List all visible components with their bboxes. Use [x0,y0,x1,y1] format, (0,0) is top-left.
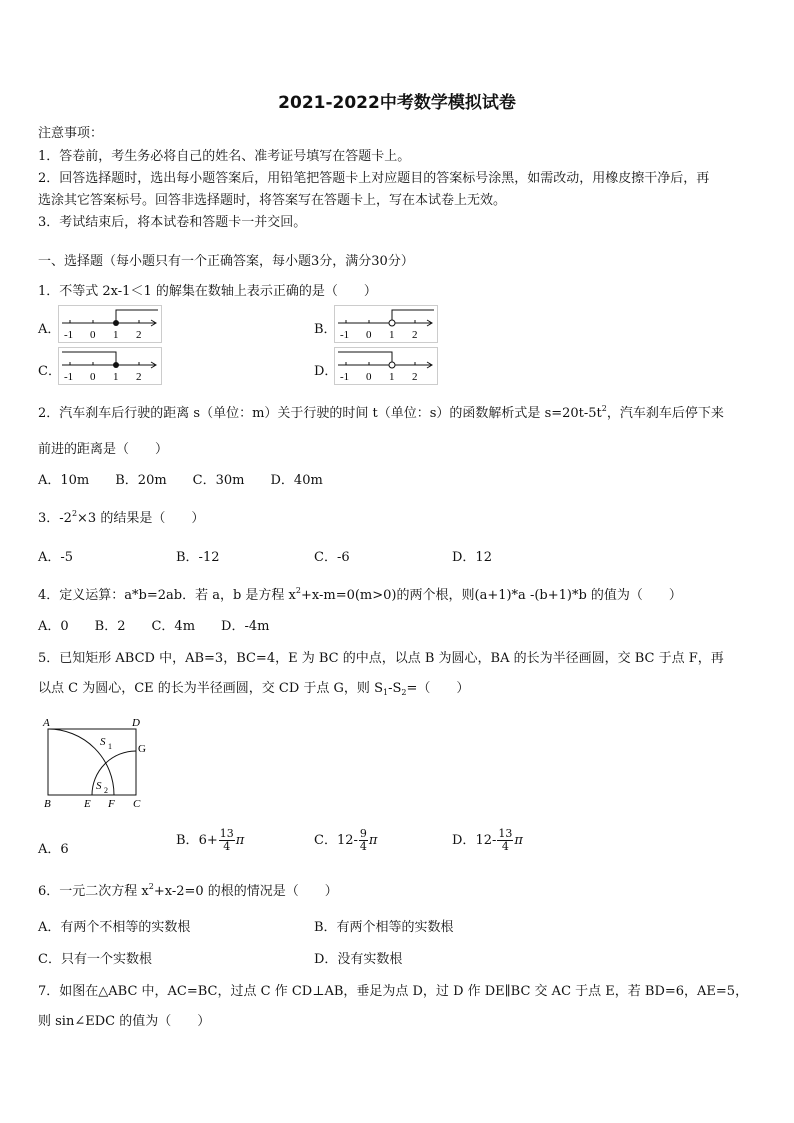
q5-stem-line1: 5．已知矩形 ABCD 中，AB=3，BC=4，E 为 BC 的中点，以点 B 为圆心，BA 的长为半径画圆，交 BC 于点 F，再 [38,651,724,666]
label-f: F [108,798,115,810]
q2-stem [38,402,724,421]
tick-label: -1 [64,371,74,383]
q5-stem2-sub1: 1 [382,688,389,697]
label-s2: S [96,780,102,792]
label-s1: S [100,736,106,748]
q3-stem-sup: 2 [71,509,78,518]
tick-label: 0 [90,371,96,383]
q2-stem-cont: 前进的距离是（ ） [38,442,169,457]
label-c: C [133,798,141,810]
frac-den: 4 [501,840,509,853]
q4-stem [38,584,682,603]
q1-option-b-label: B． [314,322,337,337]
q4-stem-b: +x-m=0(m>0)的两个根，则(a+1)*a -(b+1)*b 的值为（ ） [300,588,682,603]
q6-stem-a: 6．一元二次方程 x [38,884,149,899]
q1-option-d-label: D． [314,364,338,379]
tick-label: 0 [366,371,372,383]
tick-label: 1 [389,329,395,341]
q5-option-b-pre: 6+ [198,833,218,848]
q6-option-c: C．只有一个实数根 [38,952,152,967]
q4-options: A．0 B．2 C．4m D．-4m [38,619,270,634]
q7-stem-line1: 7．如图在△ABC 中，AC=BC，过点 C 作 CD⊥AB，垂足为点 D，过 D 作 DE∥BC 交 AC 于点 E，若 BD=6，AE=5， [38,984,749,999]
notice-heading: 注意事项： [38,126,104,141]
frac-den: 4 [359,840,367,853]
label-b: B [44,798,51,810]
q5-option-c-fraction [359,828,368,853]
q3-stem-b: ×3 的结果是（ ） [77,511,205,526]
q1-option-b-numberline [334,305,438,343]
tick-label: 0 [90,329,96,341]
q5-option-b [176,828,244,853]
q5-option-c-label: C． [314,833,337,848]
q6-option-a: A．有两个不相等的实数根 [38,920,191,935]
q5-option-d [452,828,523,853]
pi-symbol: π [235,833,245,848]
q7-stem-line2: 则 sin∠EDC 的值为（ ） [38,1014,211,1029]
q3-option-d: D．12 [452,550,492,565]
q2-options: A．10m B．20m C．30m D．40m [38,473,323,488]
tick-label: 0 [366,329,372,341]
q6-stem [38,880,338,899]
frac-den: 4 [223,840,231,853]
q6-stem-sup: 2 [148,882,154,891]
tick-label: 2 [136,371,142,383]
tick-label: -1 [340,371,350,383]
q5-option-d-label: D． [452,833,476,848]
q5-rectangle-figure [38,712,168,812]
q6-option-d: D．没有实数根 [314,952,403,967]
q3-option-b: B．-12 [176,550,220,565]
tick-label: 2 [136,329,142,341]
q1-option-a-label: A． [38,322,61,337]
q1-option-d-numberline [334,347,438,385]
q4-stem-sup: 2 [295,586,301,595]
q3-option-a: A．-5 [38,550,74,565]
q5-option-a: A．6 [38,842,69,857]
frac-num: 13 [219,827,234,840]
notice-item-1: 1．答卷前，考生务必将自己的姓名、准考证号填写在答题卡上。 [38,149,411,164]
q1-option-c-numberline [58,347,162,385]
q5-stem2-sub2: 2 [401,688,407,697]
label-e: E [84,798,91,810]
q4-stem-a: 4．定义运算：a*b=2ab．若 a，b 是方程 x [38,588,296,603]
notice-item-2-cont: 选涂其它答案标号。回答非选择题时，将答案写在答题卡上，写在本试卷上无效。 [38,193,507,208]
pi-symbol: π [514,833,523,848]
q2-stem-a: 2．汽车刹车后行驶的距离 s（单位：m）关于行驶的时间 t（单位：s）的函数解析式是 s=20t-5t [38,406,602,421]
q3-stem-a: 3．-2 [38,511,72,526]
q5-stem2-a: 以点 C 为圆心，CE 的长为半径画圆，交 CD 于点 G，则 S [38,681,383,696]
q2-stem-sup: 2 [601,404,607,413]
label-g: G [138,743,146,755]
tick-label: 2 [412,371,418,383]
frac-num: 9 [359,827,367,840]
q3-option-c: C．-6 [314,550,350,565]
tick-label: -1 [64,329,74,341]
q5-stem2-b: =（ ） [406,681,470,696]
label-a: A [43,717,50,729]
q2-stem-b: ，汽车刹车后停下来 [606,406,724,421]
q3-stem [38,507,204,526]
q6-stem-b: +x-2=0 的根的情况是（ ） [153,884,338,899]
notice-item-2: 2．回答选择题时，选出每小题答案后，用铅笔把答题卡上对应题目的答案标号涂黑，如需改动，用橡皮擦干净后，再 [38,171,710,186]
q5-option-c [314,828,377,853]
q6-option-b: B．有两个相等的实数根 [314,920,454,935]
notice-item-3: 3．考试结束后，将本试卷和答题卡一并交回。 [38,215,307,230]
tick-label: -1 [340,329,350,341]
section-heading: 一、选择题（每小题只有一个正确答案，每小题3分，满分30分） [38,254,414,269]
label-d: D [132,717,140,729]
tick-label: 1 [113,371,119,383]
label-s1-sub: 1 [108,742,112,751]
q5-option-d-pre: 12- [475,833,497,848]
q5-option-d-fraction [497,828,513,853]
tick-label: 2 [412,329,418,341]
q1-option-c-label: C． [38,364,61,379]
q5-option-b-fraction [219,828,235,853]
tick-label: 1 [389,371,395,383]
tick-label: 1 [113,329,119,341]
label-s2-sub: 2 [104,786,108,795]
q5-stem-line2 [38,677,469,696]
q5-stem2-mid: -S [388,681,402,696]
q5-option-c-pre: 12- [336,833,358,848]
q1-option-a-numberline [58,305,162,343]
pi-symbol: π [368,833,378,848]
frac-num: 13 [498,827,513,840]
q1-stem: 1．不等式 2x-1＜1 的解集在数轴上表示正确的是（ ） [38,284,377,299]
page-title: 2021-2022中考数学模拟试卷 [278,93,516,113]
q5-option-b-label: B． [176,833,199,848]
